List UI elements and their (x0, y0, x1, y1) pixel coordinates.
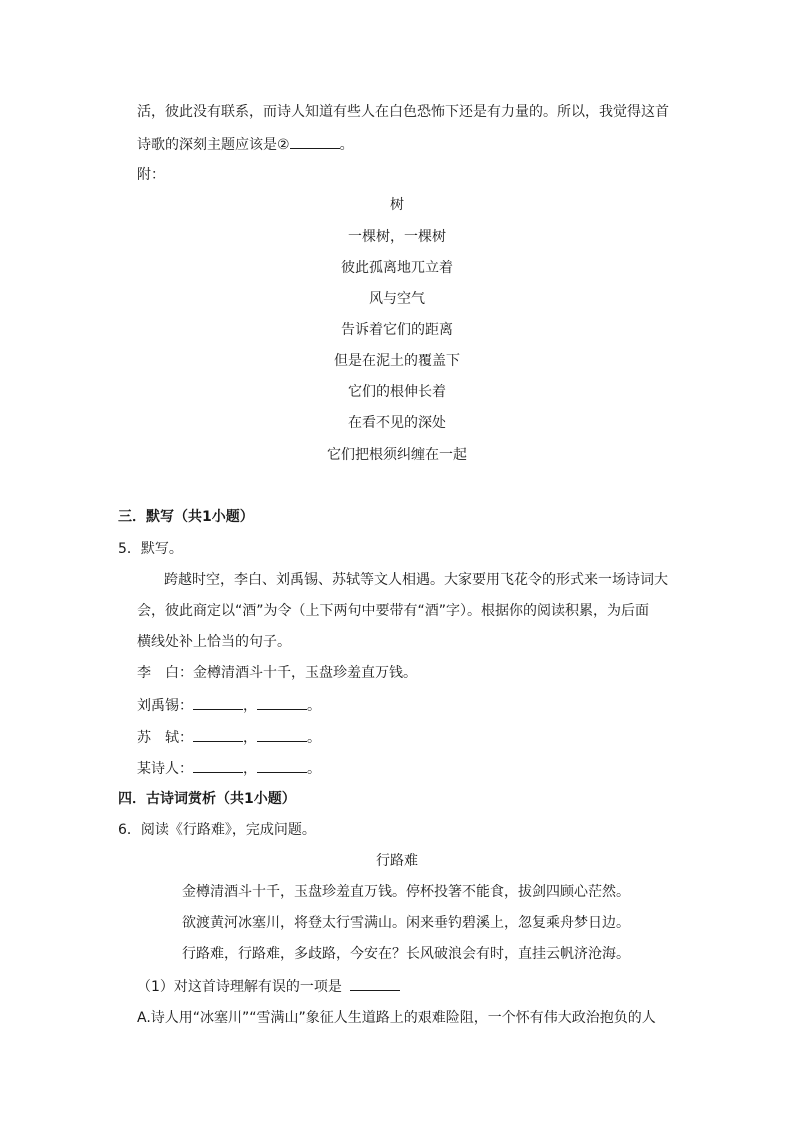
poem-line: 彼此孤离地兀立着 (341, 260, 453, 276)
poem-line: 在看不见的深处 (348, 415, 446, 431)
answer-blank[interactable] (193, 727, 243, 742)
su-shi-line (137, 727, 321, 748)
poem-line: 它们的根伸长着 (348, 384, 446, 400)
comma: ， (243, 730, 257, 746)
appendix-label: 附： (137, 167, 165, 183)
intro-line-2-text: 诗歌的深刻主题应该是② (137, 137, 290, 153)
poem-2-title: 行路难 (376, 853, 418, 869)
question-6-title: 6．阅读《行路难》，完成问题。 (118, 822, 316, 838)
poem-2-line: 金樽清酒斗十千，玉盘珍羞直万钱。停杯投箸不能食，拔剑四顾心茫然。 (182, 884, 630, 900)
option-a: A.诗人用“冰塞川”“雪满山”象征人生道路上的艰难险阻，一个怀有伟大政治抱负的人 (137, 1010, 656, 1026)
poem-title: 树 (390, 197, 404, 213)
section-3-heading: 三．默写（共1小题） (118, 509, 254, 525)
period: 。 (307, 698, 321, 714)
intro-line-2-end: 。 (339, 137, 354, 153)
question-5-para-line: 跨越时空，李白、刘禹锡、苏轼等文人相遇。大家要用飞花令的形式来一场诗词大 (164, 572, 668, 588)
intro-line-1: 活，彼此没有联系，而诗人知道有些人在白色恐怖下还是有力量的。所以，我觉得这首 (137, 104, 669, 120)
libai-line: 李 白：金樽清酒斗十千，玉盘珍羞直万钱。 (137, 665, 417, 681)
speaker-label: 苏 轼： (137, 730, 193, 746)
answer-blank[interactable] (257, 758, 307, 773)
poem-line: 一棵树，一棵树 (348, 229, 446, 245)
sub-question-1-text: （1）对这首诗理解有误的一项是 (137, 979, 342, 995)
answer-blank[interactable] (193, 695, 243, 710)
period: 。 (307, 730, 321, 746)
poem-line: 但是在泥土的覆盖下 (334, 353, 460, 369)
comma: ， (243, 761, 257, 777)
answer-blank[interactable] (257, 695, 307, 710)
intro-line-2 (137, 134, 354, 155)
comma: ， (243, 698, 257, 714)
speaker-label: 刘禹锡： (137, 698, 193, 714)
liu-yuxi-line (137, 695, 321, 716)
answer-blank[interactable] (350, 976, 400, 991)
answer-blank[interactable] (257, 727, 307, 742)
speaker-label: 某诗人： (137, 761, 193, 777)
sub-question-1 (137, 976, 400, 997)
poem-2-line: 行路难，行路难，多歧路，今安在？长风破浪会有时，直挂云帆济沧海。 (182, 946, 630, 962)
answer-blank[interactable] (193, 758, 243, 773)
question-5-para-line: 会，彼此商定以“酒”为令（上下两句中要带有“酒”字）。根据你的阅读积累，为后面 (137, 603, 650, 619)
question-5-para-line: 横线处补上恰当的句子。 (137, 634, 291, 650)
poem-line: 它们把根须纠缠在一起 (327, 447, 467, 463)
period: 。 (307, 761, 321, 777)
question-5-title: 5．默写。 (118, 541, 183, 557)
mou-shiren-line (137, 758, 321, 779)
section-4-heading: 四．古诗词赏析（共1小题） (118, 791, 296, 807)
poem-line: 告诉着它们的距离 (341, 322, 453, 338)
poem-2-line: 欲渡黄河冰塞川，将登太行雪满山。闲来垂钓碧溪上，忽复乘舟梦日边。 (182, 915, 630, 931)
poem-line: 风与空气 (369, 291, 425, 307)
answer-blank-2[interactable] (290, 134, 340, 149)
